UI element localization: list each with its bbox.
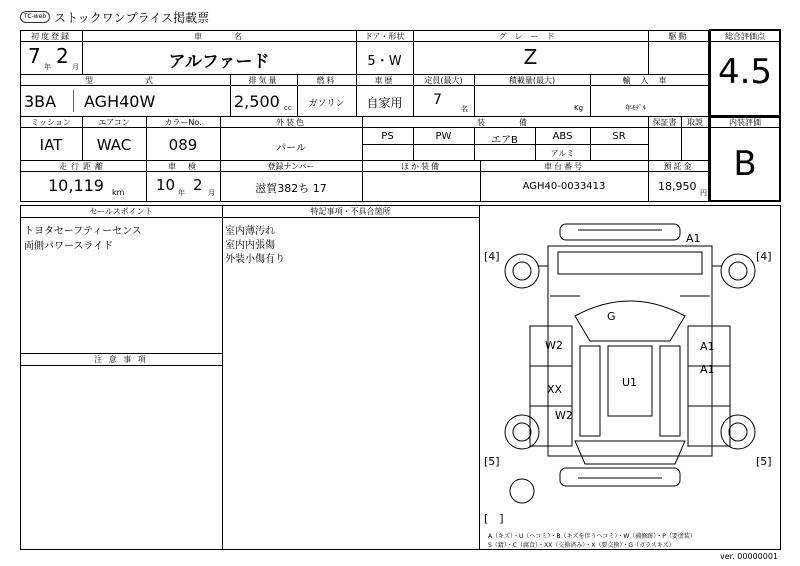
label-other-equipment: ほか装備 bbox=[401, 162, 441, 171]
capacity-unit: 名 bbox=[461, 105, 468, 113]
equip-abs: ABS bbox=[552, 131, 573, 142]
model-prefix: 3BA bbox=[24, 92, 57, 111]
mileage-value: 10,119 bbox=[48, 176, 104, 195]
mark-g: G bbox=[607, 310, 616, 323]
label-car-name: 車 名 bbox=[194, 32, 244, 41]
mileage-unit: km bbox=[112, 188, 125, 197]
tire-rear-right: [5] bbox=[756, 455, 772, 468]
label-notes: 特記事項・不具合箇所 bbox=[310, 207, 391, 216]
plate-value: 滋賀382ち 17 bbox=[255, 182, 327, 195]
legend-line-1: A（キズ）・U（ヘコミ）・B（キズを伴うヘコミ）・W（補修跡）・P（要塗装） bbox=[488, 533, 696, 540]
equip-sr: SR bbox=[612, 131, 626, 142]
sales-point-2: 両側パワースライド bbox=[24, 241, 114, 252]
label-displacement: 排気量 bbox=[248, 76, 279, 85]
chassis-value: AGH40-0033413 bbox=[522, 181, 606, 192]
import-unit: 年ﾓﾃﾞﾙ bbox=[625, 104, 646, 112]
mark-a1-right1: A1 bbox=[700, 340, 715, 353]
inspection-month-unit: 月 bbox=[208, 189, 215, 197]
color-no-value: 089 bbox=[168, 136, 198, 154]
mark-a1-right2: A1 bbox=[700, 363, 715, 376]
label-plate: 登録ナンバー bbox=[267, 162, 315, 171]
sales-point-1: トヨタセーフティーセンス bbox=[24, 226, 142, 237]
interior-score-value: B bbox=[733, 144, 757, 184]
first-reg-year-unit: 年 bbox=[44, 63, 51, 71]
label-warranty: 保証書 bbox=[652, 118, 677, 127]
displacement-unit: cc bbox=[284, 104, 292, 112]
color-value: パール bbox=[276, 143, 306, 154]
label-color-no: カラーNo. bbox=[164, 118, 202, 127]
label-capacity: 定員(最大) bbox=[424, 76, 463, 85]
mark-w2-bottom: W2 bbox=[555, 409, 573, 422]
label-chassis: 車台番号 bbox=[544, 162, 584, 171]
equip-pw: PW bbox=[435, 131, 452, 142]
fuel-value: ガソリン bbox=[308, 99, 345, 109]
tire-front-left: [4] bbox=[484, 250, 500, 263]
label-load: 積載量(最大) bbox=[508, 76, 556, 85]
label-mileage: 走行距離 bbox=[59, 162, 107, 171]
label-manual: 取説 bbox=[687, 118, 703, 127]
label-deposit: 預託金 bbox=[663, 162, 694, 171]
label-exterior-color: 外装色 bbox=[276, 118, 306, 127]
mark-a1-top: A1 bbox=[686, 232, 701, 245]
equip-ps: PS bbox=[381, 131, 394, 142]
inspection-year: 10 bbox=[156, 176, 176, 194]
label-import: 輸入車 bbox=[622, 76, 677, 85]
grade-value: Z bbox=[523, 45, 538, 69]
label-mission: ミッション bbox=[31, 118, 71, 127]
mark-w2-left: W2 bbox=[545, 339, 563, 352]
note-1: 室内薄汚れ bbox=[225, 226, 275, 237]
label-car-history: 車歴 bbox=[374, 76, 395, 85]
label-equipment: 装 備 bbox=[477, 118, 533, 127]
history-value: 自家用 bbox=[366, 96, 403, 110]
tire-rear-left: [5] bbox=[484, 455, 500, 468]
note-2: 室内内張傷 bbox=[225, 240, 275, 251]
legend-line-2: S（錆）・C（腐食）・XX（交換済み）・X（要交換）・G（ガラスキズ） bbox=[488, 542, 675, 549]
mark-xx: XX bbox=[547, 383, 563, 396]
label-interior-score: 内装評価 bbox=[729, 118, 761, 127]
note-3: 外装小傷有り bbox=[225, 254, 285, 265]
tire-front-right: [4] bbox=[756, 250, 772, 263]
label-first-reg: 初度登録 bbox=[31, 32, 71, 41]
label-sales-points: セールスポイント bbox=[89, 207, 153, 216]
logo: TC-web bbox=[20, 11, 50, 23]
tire-spare: [ ] bbox=[484, 512, 504, 525]
deposit-value: 18,950 bbox=[658, 180, 697, 193]
capacity-value: 7 bbox=[433, 92, 442, 108]
first-reg-month: 2 bbox=[56, 44, 69, 68]
first-reg-month-unit: 月 bbox=[72, 63, 79, 71]
equip-airbag: エアB bbox=[491, 135, 518, 146]
equip-alumi: アルミ bbox=[550, 149, 575, 158]
overall-score-value: 4.5 bbox=[717, 52, 773, 92]
label-door-type: ドア・形状 bbox=[364, 32, 405, 41]
deposit-unit: 円 bbox=[700, 189, 707, 197]
mission-value: IAT bbox=[39, 136, 63, 154]
label-grade: グレード bbox=[498, 32, 563, 41]
inspection-year-unit: 年 bbox=[178, 189, 185, 197]
model-code: AGH40W bbox=[84, 92, 156, 111]
label-model: 型 式 bbox=[85, 76, 165, 85]
label-aircon: エアコン bbox=[98, 118, 130, 127]
aircon-value: WAC bbox=[96, 136, 132, 154]
label-inspection: 車 検 bbox=[168, 162, 198, 171]
car-name-value: アルファード bbox=[168, 52, 270, 72]
door-value: 5・W bbox=[367, 54, 402, 69]
load-unit: Kg bbox=[574, 104, 584, 112]
displacement-value: 2,500 bbox=[234, 92, 280, 111]
label-drive: 駆動 bbox=[668, 32, 689, 41]
version: ver. 00000001 bbox=[720, 552, 779, 561]
first-reg-year: 7 bbox=[28, 44, 41, 68]
mark-u1: U1 bbox=[622, 376, 638, 389]
inspection-month: 2 bbox=[193, 176, 203, 194]
label-overall-score: 総合評価点 bbox=[725, 32, 765, 41]
label-caution: 注 意 事 項 bbox=[94, 355, 148, 364]
page-title: ストックワンプライス掲載票 bbox=[54, 11, 210, 25]
label-fuel: 燃料 bbox=[316, 76, 337, 85]
